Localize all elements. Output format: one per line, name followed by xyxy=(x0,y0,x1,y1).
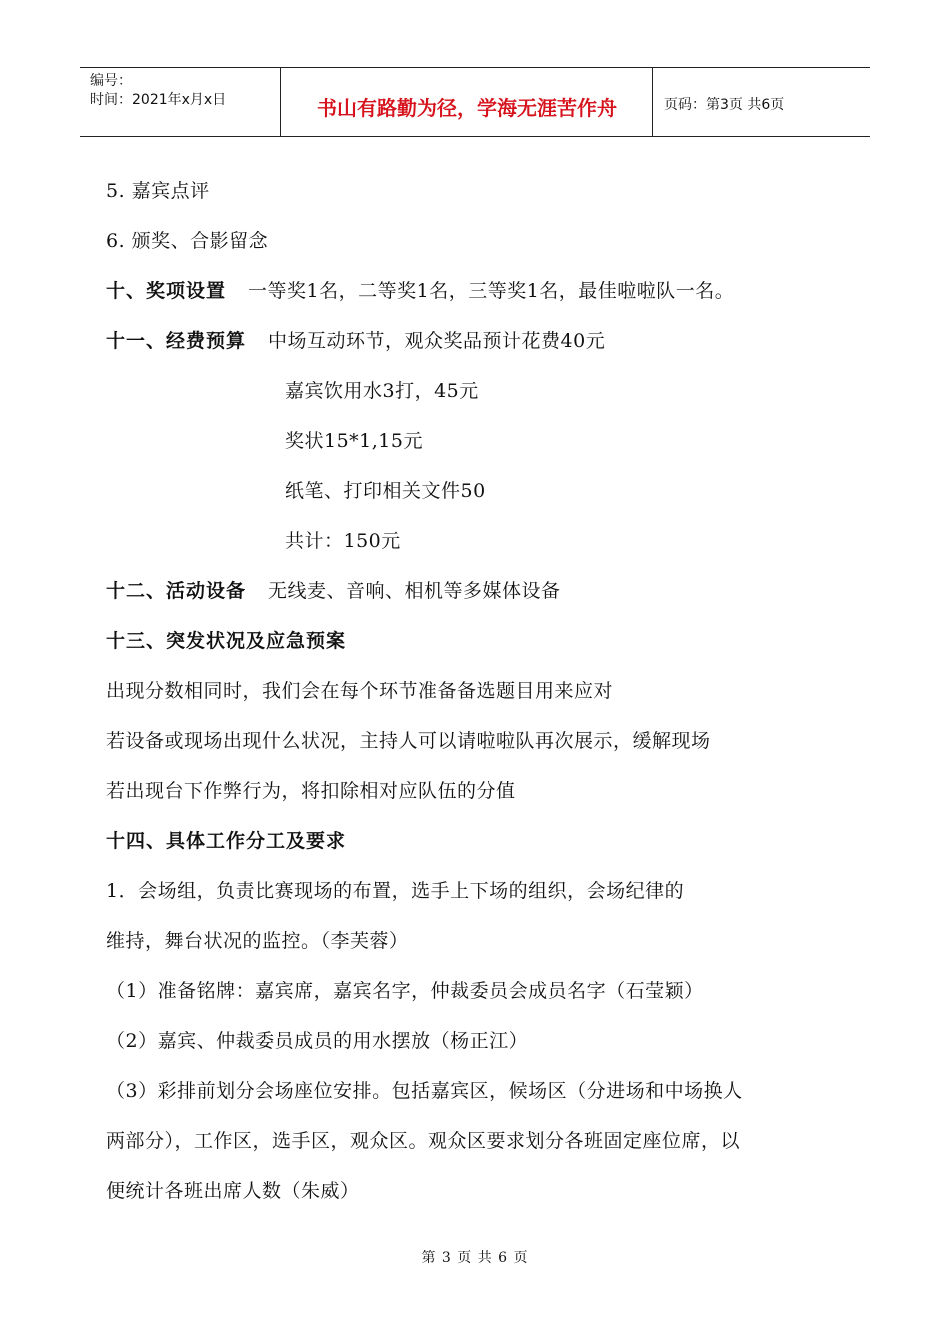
section-12 xyxy=(106,576,561,603)
serial-label: 编号： xyxy=(90,73,132,89)
section-11-item-3: 奖状15*1,15元 xyxy=(285,430,423,452)
section-14-para-3: （2）嘉宾、仲裁委员成员的用水摆放（杨正江） xyxy=(106,1030,529,1052)
section-14-heading xyxy=(106,826,346,853)
section-10-body: 一等奖1名，二等奖1名，三等奖1名，最佳啦啦队一名。 xyxy=(248,280,735,302)
section-14-para-4a: （3）彩排前划分会场座位安排。包括嘉宾区，候场区（分进场和中场换人 xyxy=(106,1080,743,1102)
section-13-heading-text: 十三、突发状况及应急预案 xyxy=(106,630,347,652)
section-14-para-4b: 两部分），工作区，选手区，观众区。观众区要求划分各班固定座位席，以 xyxy=(106,1130,741,1152)
section-14-para-1a: 1．会场组，负责比赛现场的布置，选手上下场的组织，会场纪律的 xyxy=(106,880,685,902)
section-11 xyxy=(106,326,605,353)
header-table xyxy=(80,67,870,137)
page-info: 页码：第3页 共6页 xyxy=(664,97,785,113)
section-14-para-2: （1）准备铭牌：嘉宾席，嘉宾名字，仲裁委员会成员名字（石莹颖） xyxy=(106,980,704,1002)
page-footer: 第 3 页 共 6 页 xyxy=(421,1250,529,1266)
section-12-heading: 十二、活动设备 xyxy=(106,580,247,602)
section-13-para-2: 若设备或现场出现什么状况，主持人可以请啦啦队再次展示，缓解现场 xyxy=(106,730,711,752)
section-13-para-3: 若出现台下作弊行为，将扣除相对应队伍的分值 xyxy=(106,780,516,802)
section-14-para-4c: 便统计各班出席人数（朱威） xyxy=(106,1180,360,1202)
section-11-item-1: 中场互动环节，观众奖品预计花费40元 xyxy=(268,330,606,352)
line-guest-review: 5. 嘉宾点评 xyxy=(106,180,210,202)
motto: 书山有路勤为径，学海无涯苦作舟 xyxy=(282,68,653,136)
section-13-para-1: 出现分数相同时，我们会在每个环节准备备选题目用来应对 xyxy=(106,680,614,702)
section-11-item-4: 纸笔、打印相关文件50 xyxy=(285,480,486,502)
section-12-body: 无线麦、音响、相机等多媒体设备 xyxy=(268,580,561,602)
section-10-heading: 十、奖项设置 xyxy=(106,280,227,302)
date-label: 时间：2021年x月x日 xyxy=(90,92,227,108)
section-11-heading: 十一、经费预算 xyxy=(106,330,247,352)
section-11-total: 共计：150元 xyxy=(285,530,401,552)
section-14-heading-text: 十四、具体工作分工及要求 xyxy=(106,830,347,852)
section-11-item-2: 嘉宾饮用水3打，45元 xyxy=(285,380,479,402)
line-awards-photo: 6. 颁奖、合影留念 xyxy=(106,230,269,252)
section-13-heading xyxy=(106,626,346,653)
section-10 xyxy=(106,276,734,303)
header-meta-cell xyxy=(80,68,281,136)
section-14-para-1b: 维持，舞台状况的监控。（李芙蓉） xyxy=(106,930,409,952)
